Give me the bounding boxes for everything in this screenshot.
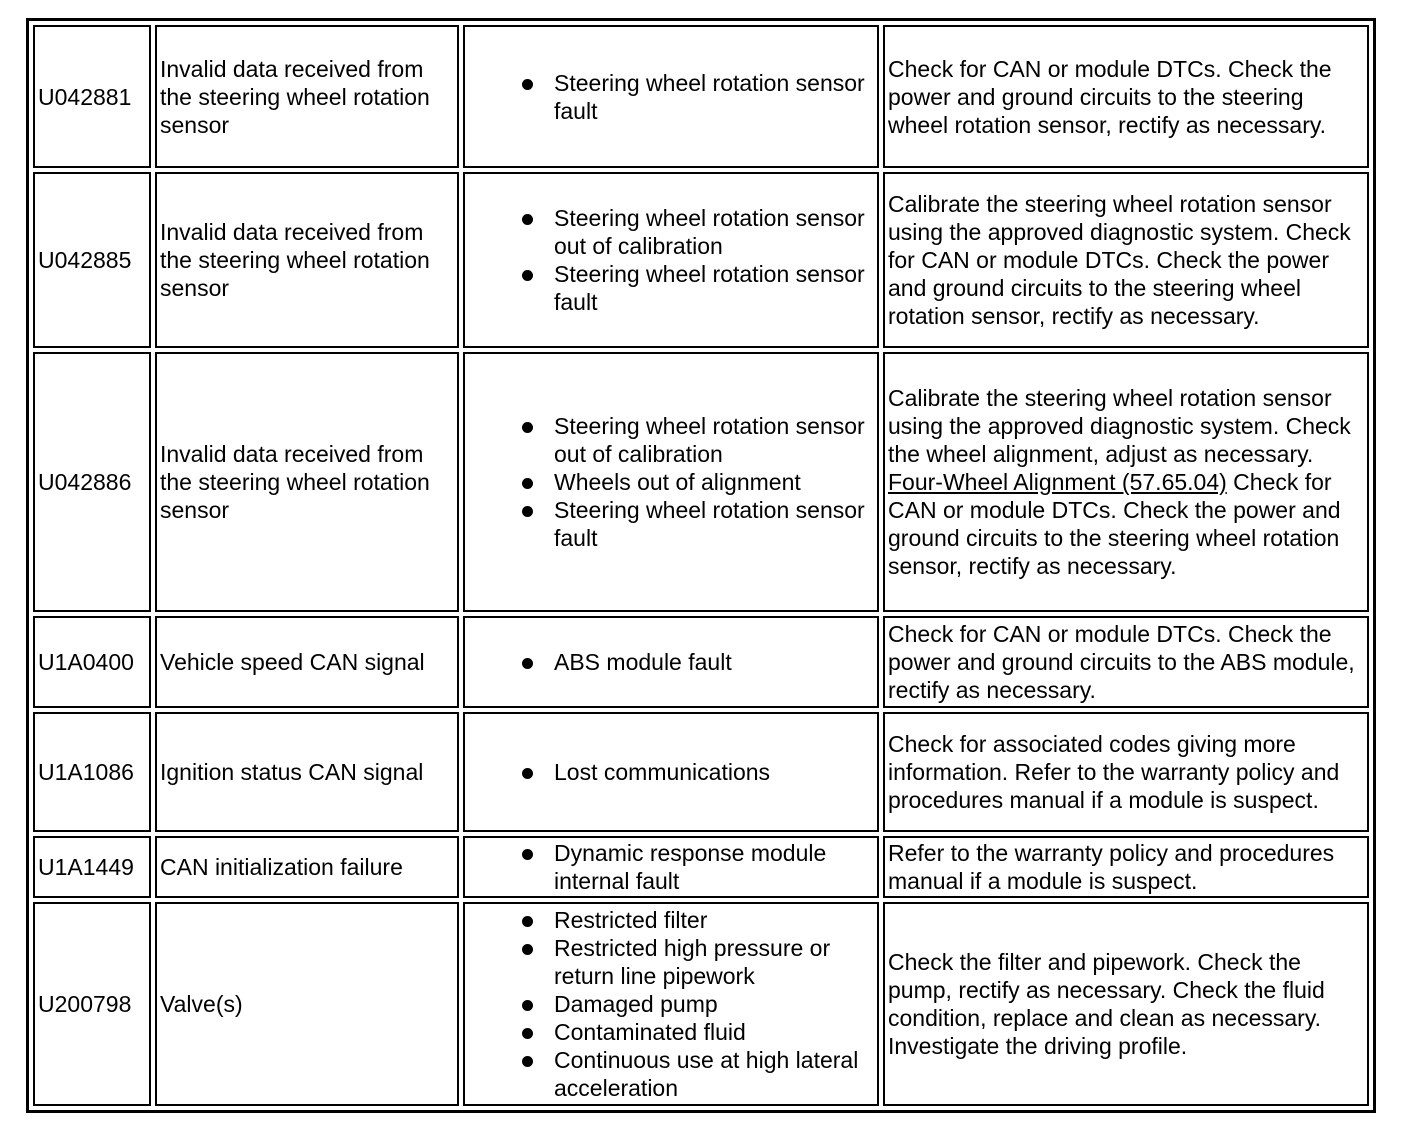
list-item: ABS module fault: [554, 648, 874, 676]
list-item: Restricted filter: [554, 906, 874, 934]
list-item: Steering wheel rotation sensor out of calibration: [554, 204, 874, 260]
dtc-description: Vehicle speed CAN signal: [155, 616, 459, 708]
action-text: Check for CAN or module DTCs. Check the power and ground circuits to the steering wheel rotation sensor, rectify as necessary.: [888, 469, 1341, 579]
action: Check for associated codes giving more information. Refer to the warranty policy and procedures manual if a module is suspect.: [883, 712, 1369, 832]
dtc-description: Valve(s): [155, 902, 459, 1106]
possible-causes: [463, 25, 879, 168]
dtc-description: CAN initialization failure: [155, 836, 459, 898]
list-item: Damaged pump: [554, 990, 874, 1018]
list-item: Steering wheel rotation sensor fault: [554, 69, 874, 125]
dtc-table: [26, 18, 1376, 1113]
dtc-description: Invalid data received from the steering wheel rotation sensor: [155, 172, 459, 348]
dtc-description: Ignition status CAN signal: [155, 712, 459, 832]
list-item: Dynamic response module internal fault: [554, 839, 874, 895]
action: Calibrate the steering wheel rotation sensor using the approved diagnostic system. Check for CAN or module DTCs. Check the power and ground circuits to the steering wheel rotation sensor, rectify as necessary.: [883, 172, 1369, 348]
possible-causes: [463, 616, 879, 708]
action: [883, 352, 1369, 612]
action: Check for CAN or module DTCs. Check the power and ground circuits to the ABS module, rectify as necessary.: [883, 616, 1369, 708]
cause-list: [468, 204, 874, 316]
table-row: [33, 616, 1369, 708]
list-item: Steering wheel rotation sensor out of calibration: [554, 412, 874, 468]
dtc-code: U042886: [33, 352, 151, 612]
table-row: [33, 172, 1369, 348]
dtc-code: U042885: [33, 172, 151, 348]
table-row: [33, 836, 1369, 898]
dtc-code: U200798: [33, 902, 151, 1106]
table-row: [33, 712, 1369, 832]
possible-causes: [463, 352, 879, 612]
cause-list: [468, 839, 874, 895]
table-row: [33, 902, 1369, 1106]
four-wheel-alignment-link[interactable]: Four-Wheel Alignment (57.65.04): [888, 469, 1227, 495]
possible-causes: [463, 712, 879, 832]
dtc-description: Invalid data received from the steering wheel rotation sensor: [155, 25, 459, 168]
table-row: [33, 25, 1369, 168]
list-item: Restricted high pressure or return line pipework: [554, 934, 874, 990]
possible-causes: [463, 172, 879, 348]
table-row: [33, 352, 1369, 612]
cause-list: [468, 758, 874, 786]
dtc-code: U042881: [33, 25, 151, 168]
cause-list: [468, 648, 874, 676]
list-item: Steering wheel rotation sensor fault: [554, 260, 874, 316]
list-item: Contaminated fluid: [554, 1018, 874, 1046]
dtc-description: Invalid data received from the steering wheel rotation sensor: [155, 352, 459, 612]
cause-list: [468, 906, 874, 1102]
list-item: Lost communications: [554, 758, 874, 786]
action: Check for CAN or module DTCs. Check the power and ground circuits to the steering wheel rotation sensor, rectify as necessary.: [883, 25, 1369, 168]
dtc-code: U1A0400: [33, 616, 151, 708]
action: Refer to the warranty policy and procedures manual if a module is suspect.: [883, 836, 1369, 898]
possible-causes: [463, 902, 879, 1106]
list-item: Steering wheel rotation sensor fault: [554, 496, 874, 552]
dtc-code: U1A1086: [33, 712, 151, 832]
possible-causes: [463, 836, 879, 898]
dtc-code: U1A1449: [33, 836, 151, 898]
cause-list: [468, 412, 874, 552]
action: Check the filter and pipework. Check the pump, rectify as necessary. Check the fluid condition, replace and clean as necessary. Investigate the driving profile.: [883, 902, 1369, 1106]
cause-list: [468, 69, 874, 125]
action-text: Calibrate the steering wheel rotation sensor using the approved diagnostic system. Check the wheel alignment, adjust as necessary.: [888, 385, 1351, 467]
list-item: Wheels out of alignment: [554, 468, 874, 496]
list-item: Continuous use at high lateral acceleration: [554, 1046, 874, 1102]
